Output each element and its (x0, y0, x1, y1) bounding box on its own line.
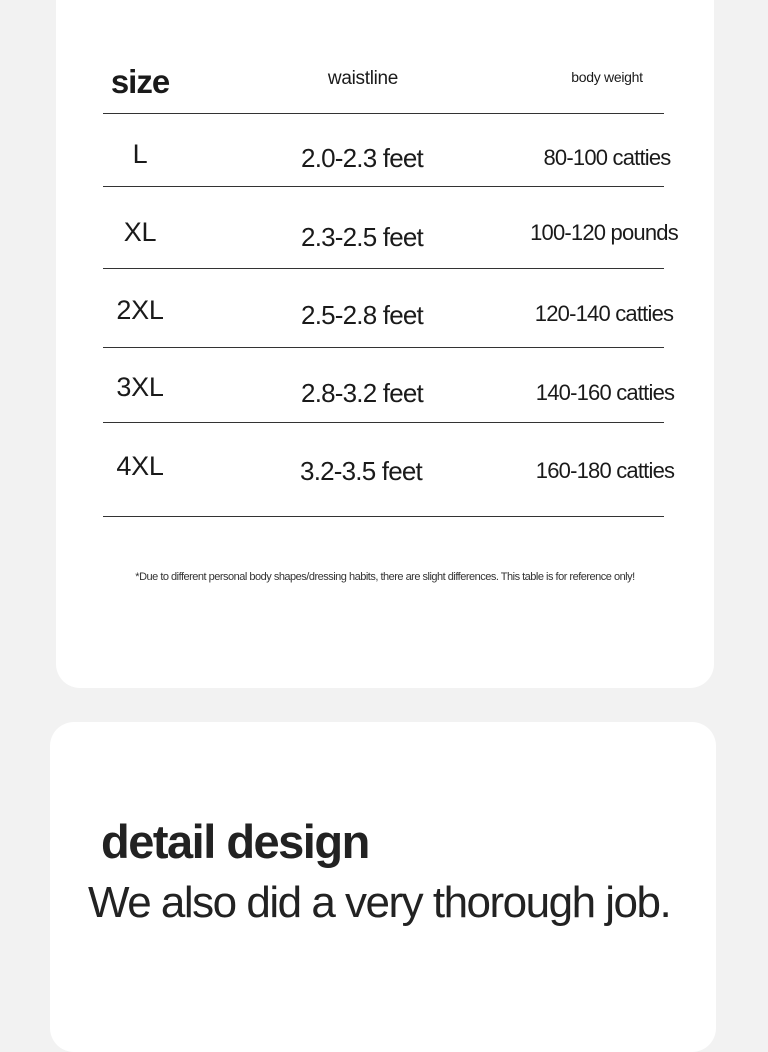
header-size: size (110, 63, 170, 100)
header-body-weight: body weight (571, 69, 643, 85)
size-cell: 4XL (116, 451, 164, 481)
waistline-cell: 2.8-3.2 feet (301, 378, 423, 408)
size-chart-card (56, 0, 714, 688)
body-weight-cell: 80-100 catties (543, 145, 671, 170)
body-weight-cell: 160-180 catties (535, 458, 675, 483)
table-rule (103, 422, 664, 423)
body-weight-cell: 100-120 pounds (530, 220, 678, 245)
table-rule (103, 186, 664, 187)
detail-design-title: detail design (101, 815, 369, 868)
header-waistline: waistline (327, 68, 399, 89)
table-rule (103, 347, 664, 348)
body-weight-cell: 120-140 catties (534, 301, 674, 326)
detail-design-subtitle: We also did a very thorough job. (88, 878, 671, 927)
size-cell: XL (123, 217, 157, 247)
size-cell: 3XL (116, 372, 164, 402)
size-cell: 2XL (116, 295, 164, 325)
waistline-cell: 2.0-2.3 feet (301, 143, 423, 173)
waistline-cell: 3.2-3.5 feet (300, 456, 422, 486)
size-cell: L (132, 139, 148, 169)
table-rule (103, 113, 664, 114)
waistline-cell: 2.5-2.8 feet (301, 300, 423, 330)
waistline-cell: 2.3-2.5 feet (301, 222, 423, 252)
size-note: *Due to different personal body shapes/dressing habits, there are slight differences. This table is for reference only! (135, 571, 635, 583)
body-weight-cell: 140-160 catties (535, 380, 675, 405)
table-rule (103, 516, 664, 517)
table-rule (103, 268, 664, 269)
